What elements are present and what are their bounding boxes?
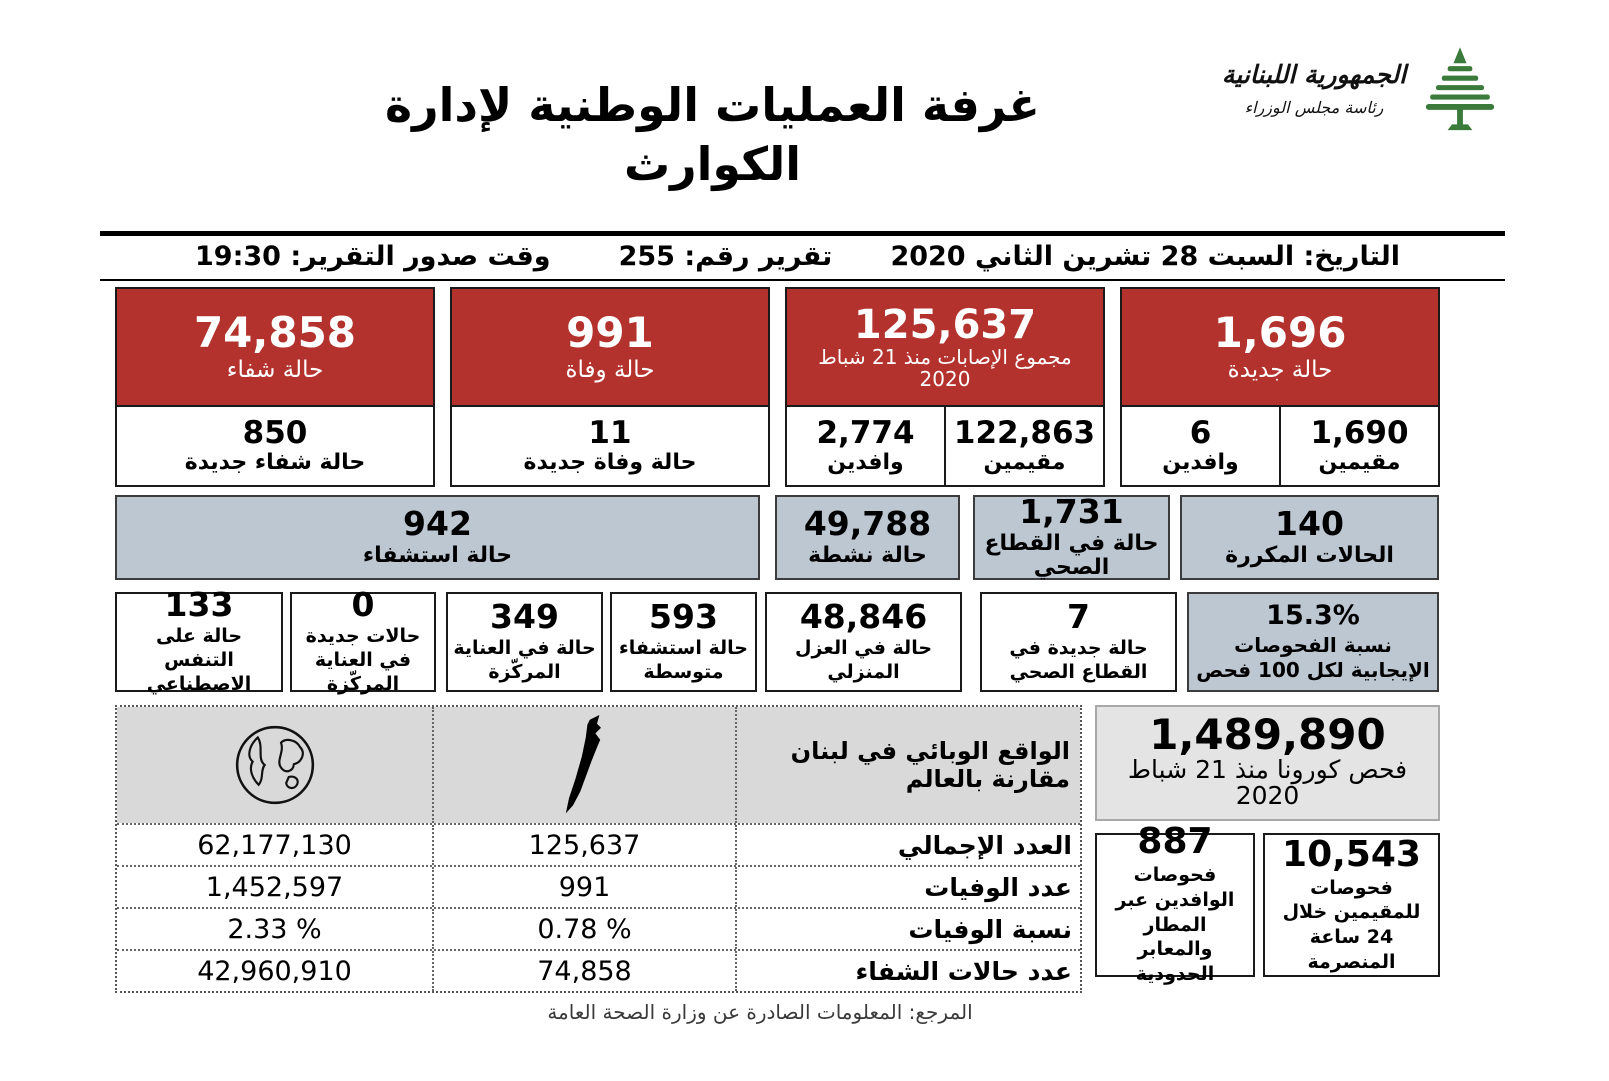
logo-org-subtitle: رئاسة مجلس الوزراء	[1244, 97, 1384, 117]
stat-value: 140	[1275, 504, 1344, 544]
table-row-recoveries	[117, 949, 1080, 991]
stat-label: وافدين	[1162, 450, 1239, 476]
stat-cell	[452, 407, 768, 485]
new-cases-arrivals	[1122, 407, 1279, 485]
world-value: 2.33 %	[227, 913, 322, 945]
stat-value: 11	[588, 415, 632, 452]
infections-breakdown	[785, 407, 1105, 487]
card-recoveries	[115, 287, 435, 487]
stat-label: فحص كورونا منذ 21 شباط 2020	[1127, 755, 1408, 811]
stat-value: 1,731	[1019, 492, 1124, 531]
row-label: عدد الوفيات	[924, 872, 1072, 902]
source-note: المرجع: المعلومات الصادرة عن وزارة الصحة العامة	[547, 1000, 973, 1024]
stat-label: حالة شفاء	[226, 356, 324, 383]
recoveries-new	[115, 407, 435, 487]
report-issue-time: وقت صدور التقرير: 19:30	[195, 241, 551, 272]
world-comparison-table	[115, 705, 1082, 993]
stat-value: 1,489,890	[1149, 710, 1386, 759]
lebanon-map-icon	[560, 715, 610, 815]
stat-value: 0	[351, 585, 375, 625]
new-cases-total	[1120, 287, 1440, 407]
lebanon-value: 991	[432, 867, 737, 907]
stat-label: حالة نشطة	[808, 542, 927, 568]
world-column-header	[117, 707, 432, 823]
stat-label: حالة شفاء جديدة	[184, 450, 366, 476]
stat-value: 887	[1137, 821, 1213, 863]
row-label: نسبة الوفيات	[908, 914, 1072, 944]
positivity-rate-box	[1187, 592, 1439, 692]
stat-label: حالة استشفاء متوسطة	[619, 637, 748, 683]
stat-label: حالات جديدة في العناية المركّزة	[305, 625, 421, 695]
new-health-sector-cases-box	[980, 592, 1177, 692]
stat-label: حالة في العزل المنزلي	[794, 637, 933, 683]
stat-label: حالة جديدة في القطاع الصحي	[1009, 637, 1148, 683]
stat-value: 2,774	[816, 415, 915, 452]
stat-label: نسبة الفحوصات الإيجابية لكل 100 فحص	[1196, 632, 1430, 682]
stat-label: فحوصات الوافدين عبر المطار والمعابر الحدودية	[1115, 864, 1235, 985]
ventilator-cases-box	[115, 585, 283, 695]
stat-value: 15.3%	[1266, 600, 1360, 632]
deaths-new	[450, 407, 770, 487]
row-label: العدد الإجمالي	[897, 830, 1072, 860]
stat-label: حالة في القطاع الصحي	[984, 530, 1159, 580]
stat-label: حالة على التنفس الاصطناعي	[146, 625, 252, 695]
icu-cases-box	[446, 592, 603, 692]
stat-label: مقيمين	[983, 450, 1066, 476]
stat-value: 10,543	[1282, 833, 1421, 875]
report-number: تقرير رقم: 255	[618, 241, 833, 272]
care-detail-row	[115, 585, 1439, 695]
world-value: 42,960,910	[197, 955, 352, 987]
logo-org-text	[1218, 60, 1410, 117]
active-cases-box	[775, 495, 960, 580]
stat-value: 1,690	[1310, 415, 1409, 452]
report-meta-bar	[100, 231, 1505, 281]
hospital-status-row	[115, 492, 1439, 580]
stat-value: 133	[164, 585, 234, 625]
new-cases-residents	[1279, 407, 1438, 485]
infections-total	[785, 287, 1105, 407]
resident-tests-box	[1263, 833, 1440, 977]
home-isolation-box	[765, 592, 962, 692]
government-logo	[1218, 36, 1500, 140]
stat-value: 7	[1067, 597, 1090, 637]
lebanon-value: 125,637	[432, 825, 737, 865]
lebanon-column-header	[432, 707, 737, 823]
hospitalization-cases-box	[115, 495, 760, 580]
stat-value: 74,858	[193, 307, 357, 357]
arrival-tests-box	[1095, 821, 1255, 985]
summary-cards	[115, 287, 1440, 487]
table-row-death-rate	[117, 907, 1080, 949]
infections-residents	[944, 407, 1103, 485]
stat-label: مجموع الإصابات منذ 21 شباط 2020	[818, 344, 1072, 391]
page-title	[385, 76, 1040, 194]
lebanon-value: 0.78 %	[432, 909, 737, 949]
stat-value: 850	[242, 415, 308, 452]
comparison-title: الواقع الوبائي في لبنان مقارنة بالعالم	[790, 737, 1070, 793]
stat-label: حالة في العناية المركّزة	[453, 637, 596, 683]
cedar-icon	[1420, 38, 1500, 138]
lebanon-value: 74,858	[432, 951, 737, 991]
total-tests-box	[1095, 705, 1440, 821]
stat-cell	[117, 407, 433, 485]
stat-label: فحوصات للمقيمين خلال 24 ساعة المنصرمة	[1282, 876, 1421, 973]
repeated-cases-box	[1180, 495, 1439, 580]
stat-value: 48,846	[799, 597, 928, 637]
deaths-total	[450, 287, 770, 407]
stat-label: حالة وفاة	[565, 356, 655, 383]
globe-icon	[232, 722, 318, 808]
card-deaths	[450, 287, 770, 487]
stat-label: وافدين	[827, 450, 904, 476]
stat-label: مقيمين	[1318, 450, 1401, 476]
stat-value: 349	[490, 597, 559, 637]
table-row-deaths	[117, 865, 1080, 907]
row-label: عدد حالات الشفاء	[855, 956, 1072, 986]
moderate-hospitalization-box	[610, 592, 757, 692]
page-title-line-2: الكوارث	[623, 136, 802, 191]
recoveries-total	[115, 287, 435, 407]
health-sector-cases-box	[973, 492, 1170, 580]
new-cases-breakdown	[1120, 407, 1440, 487]
stat-value: 593	[649, 597, 718, 637]
table-row-total	[117, 823, 1080, 865]
stat-value: 1,696	[1213, 307, 1347, 357]
world-value: 1,452,597	[205, 871, 344, 903]
stat-label: الحالات المكررة	[1225, 542, 1394, 568]
card-total-infections	[785, 287, 1105, 487]
stat-value: 122,863	[953, 415, 1096, 452]
page-title-line-1: غرفة العمليات الوطنية لإدارة	[385, 78, 1040, 132]
infections-arrivals	[787, 407, 944, 485]
stat-label: حالة استشفاء	[362, 542, 513, 568]
stat-label: حالة جديدة	[1227, 356, 1333, 383]
logo-org-name: الجمهورية اللبنانية	[1221, 59, 1407, 89]
stat-value: 125,637	[853, 301, 1037, 348]
world-value: 62,177,130	[197, 829, 352, 861]
comparison-header	[117, 707, 1080, 823]
stat-value: 991	[566, 307, 654, 357]
new-icu-cases-box	[290, 585, 436, 695]
stat-value: 6	[1189, 415, 1212, 452]
stat-value: 49,788	[803, 504, 932, 544]
card-new-cases	[1120, 287, 1440, 487]
stat-value: 942	[403, 504, 472, 544]
stat-label: حالة وفاة جديدة	[523, 450, 697, 476]
report-date: التاريخ: السبت 28 تشرين الثاني 2020	[890, 241, 1400, 272]
